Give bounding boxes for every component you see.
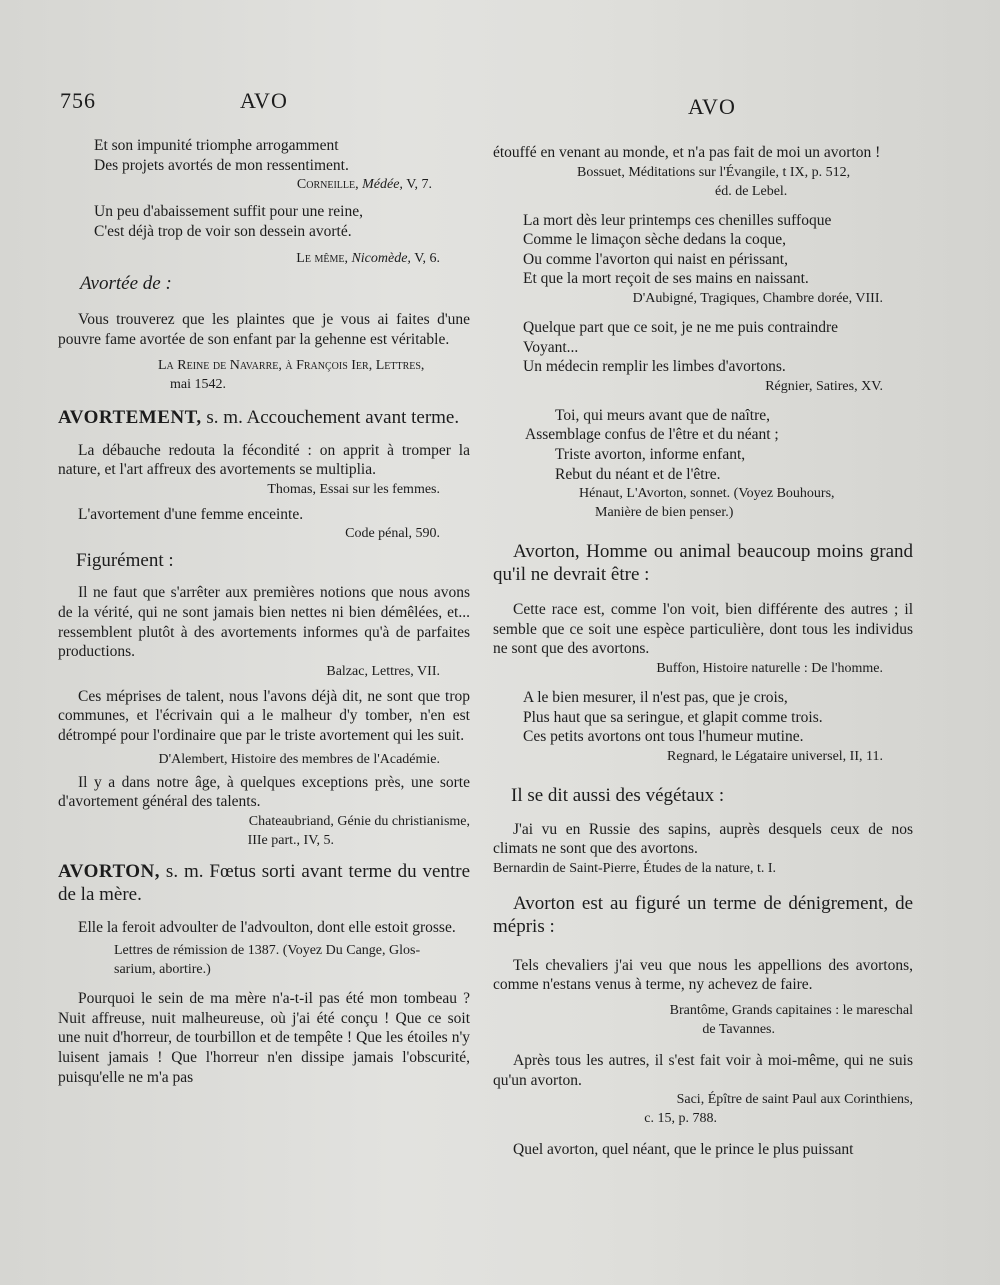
sense-subheading: Il se dit aussi des végétaux : — [511, 784, 725, 806]
quote-prose: Il ne faut que s'arrêter aux premières notions que nous avons de la vérité, qui ne sont jamais bien nettes ni bien démêlées, et... ressemblent plutôt à des avortements informes qu'à de parfaites productions. — [58, 584, 470, 661]
citation: Régnier, Satires, XV. — [765, 378, 883, 394]
verse-line: Voyant... — [523, 338, 579, 356]
quote-prose: Elle la feroit advoulter de l'advoulton, dont elle estoit grosse. — [78, 918, 456, 936]
verse-line: Et que la mort reçoit de ses mains en naissant. — [523, 270, 809, 288]
definition: s. m. Fœtus sorti avant terme du ventre de la mère. — [58, 860, 470, 905]
citation: D'Aubigné, Tragiques, Chambre dorée, VIII. — [632, 290, 883, 306]
citation-work: Nicomède, — [351, 251, 411, 267]
verse-line: Des projets avortés de mon ressentiment. — [94, 156, 349, 174]
sense-subheading: Figurément : — [76, 550, 174, 572]
sense-subheading: Avortée de : — [80, 273, 172, 295]
citation-author: Corneille, — [296, 177, 359, 193]
citation: Balzac, Lettres, VII. — [326, 663, 440, 679]
page-number: 756 — [60, 88, 96, 113]
quote-verse — [493, 688, 913, 747]
citation: Hénaut, L'Avorton, sonnet. (Voyez Bouhours, Manière de bien penser.) — [579, 486, 835, 521]
citation — [58, 175, 470, 194]
entry-heading: Avorton est au figuré un terme de dénigrement, de mépris : — [493, 892, 913, 937]
definition: s. m. Accouchement avant terme. — [201, 406, 460, 428]
verse-line: Plus haut que sa seringue, et glapit comme trois. — [523, 708, 823, 726]
verse-line: Toi, qui meurs avant que de naître, — [555, 406, 770, 424]
verse-line: La mort dès leur printemps ces chenilles suffoque — [523, 211, 832, 229]
left-running-head: AVO — [240, 88, 288, 113]
entry-heading — [58, 406, 470, 429]
left-column — [58, 136, 470, 1087]
verse-line: Un médecin remplir les limbes d'avortons. — [523, 358, 786, 376]
quote-prose: Il y a dans notre âge, à quelques exceptions près, une sorte d'avortement général des talents. — [58, 773, 470, 811]
verse-line: Assemblage confus de l'être et du néant ; — [525, 426, 779, 444]
right-running-head: AVO — [688, 94, 736, 119]
right-column — [493, 143, 913, 1160]
citation: Buffon, Histoire naturelle : De l'homme. — [656, 660, 883, 676]
quote-prose: Pourquoi le sein de ma mère n'a-t-il pas été mon tombeau ? Nuit affreuse, nuit malheureuse, où j'ai été conçu ! Que ce soit une nuit d'horreur, de tourbillon et de tempête ! Que les étoiles n'y luisent jamais ! Que l'horreur n'en dissipe jamais l'obscurité, puisqu'elle ne m'a pas — [58, 990, 470, 1086]
citation: La Reine de Navarre, à François Ier, Lettres, mai 1542. — [158, 357, 425, 392]
citation: Code pénal, 590. — [345, 526, 440, 542]
headword: AVORTON, — [58, 860, 161, 882]
citation — [58, 249, 470, 268]
citation: Brantôme, Grands capitaines : le mareschal de Tavannes. — [669, 1003, 913, 1038]
citation: Chateaubriand, Génie du christianisme, IIIe part., IV, 5. — [247, 813, 470, 848]
quote-prose: étouffé en venant au monde, et n'a pas fait de moi un avorton ! — [493, 144, 881, 161]
verse-line: C'est déjà trop de voir son dessein avorté. — [94, 222, 352, 240]
citation-author: Le même, — [296, 251, 348, 267]
citation: D'Alembert, Histoire des membres de l'Académie. — [158, 751, 440, 767]
quote-verse — [493, 211, 913, 289]
citation-work: Médée, — [362, 177, 403, 193]
quote-prose: J'ai vu en Russie des sapins, auprès desquels ceux de nos climats ne sont que des avortons. — [493, 820, 913, 858]
verse-line: Quelque part que ce soit, je ne me puis contraindre — [523, 318, 839, 336]
citation: Regnard, le Légataire universel, II, 11. — [666, 748, 883, 764]
verse-line: Comme le limaçon sèche dedans la coque, — [523, 231, 786, 249]
quote-prose: Vous trouverez que les plaintes que je vous ai faites d'une pouvre fame avortée de son enfant par la gehenne est véritable. — [58, 311, 470, 348]
citation-ref: V, 6. — [414, 251, 440, 267]
verse-line: Et son impunité triomphe arrogamment — [94, 137, 339, 154]
citation: Bernardin de Saint-Pierre, Études de la nature, t. I. — [493, 860, 777, 876]
quote-verse — [58, 202, 470, 241]
citation-ref: V, 7. — [406, 177, 432, 193]
verse-line: Triste avorton, informe enfant, — [555, 445, 746, 463]
quote-verse — [493, 406, 913, 484]
quote-verse — [58, 136, 470, 175]
entry-heading — [58, 860, 470, 906]
citation: Lettres de rémission de 1387. (Voyez Du Cange, Glos- sarium, abortire.) — [114, 943, 421, 978]
quote-prose: Quel avorton, quel néant, que le prince le plus puissant — [513, 1141, 854, 1159]
verse-line: Un peu d'abaissement suffit pour une reine, — [94, 203, 363, 221]
verse-line: Ou comme l'avorton qui naist en périssant, — [523, 250, 788, 268]
verse-line: A le bien mesurer, il n'est pas, que je crois, — [523, 688, 788, 706]
quote-prose: Ces méprises de talent, nous l'avons déjà dit, ne sont que trop communes, et l'écrivain qui a le malheur d'y tomber, n'en est détrompé pour l'ordinaire que par le triste avortement qui les suit. — [58, 687, 470, 744]
quote-prose: Tels chevaliers j'ai veu que nous les appellions des avortons, comme n'estans venus à terme, ny achevez de faire. — [493, 956, 913, 994]
entry-heading: Avorton, Homme ou animal beaucoup moins grand qu'il ne devrait être : — [493, 541, 913, 586]
quote-prose: L'avortement d'une femme enceinte. — [78, 505, 304, 523]
headword: AVORTEMENT, — [58, 406, 202, 428]
quote-prose: La débauche redouta la fécondité : on apprit à tromper la nature, et l'art affreux des avortements se multiplia. — [58, 441, 470, 479]
quote-prose: Après tous les autres, il s'est fait voir à moi-même, qui ne suis qu'un avorton. — [493, 1052, 913, 1089]
verse-line: Rebut du néant et de l'être. — [555, 465, 721, 483]
quote-prose: Cette race est, comme l'on voit, bien différente des autres ; il semble que ce soit une espèce particulière, dont tous les individus ne sont que des avortons. — [493, 601, 913, 658]
quote-verse — [493, 318, 913, 377]
verse-line: Ces petits avortons ont tous l'humeur mutine. — [523, 728, 804, 746]
citation: Bossuet, Méditations sur l'Évangile, t IX, p. 512, éd. de Lebel. — [577, 164, 851, 199]
citation: Saci, Épître de saint Paul aux Corinthiens, c. 15, p. 788. — [644, 1092, 913, 1127]
citation: Thomas, Essai sur les femmes. — [267, 481, 440, 497]
